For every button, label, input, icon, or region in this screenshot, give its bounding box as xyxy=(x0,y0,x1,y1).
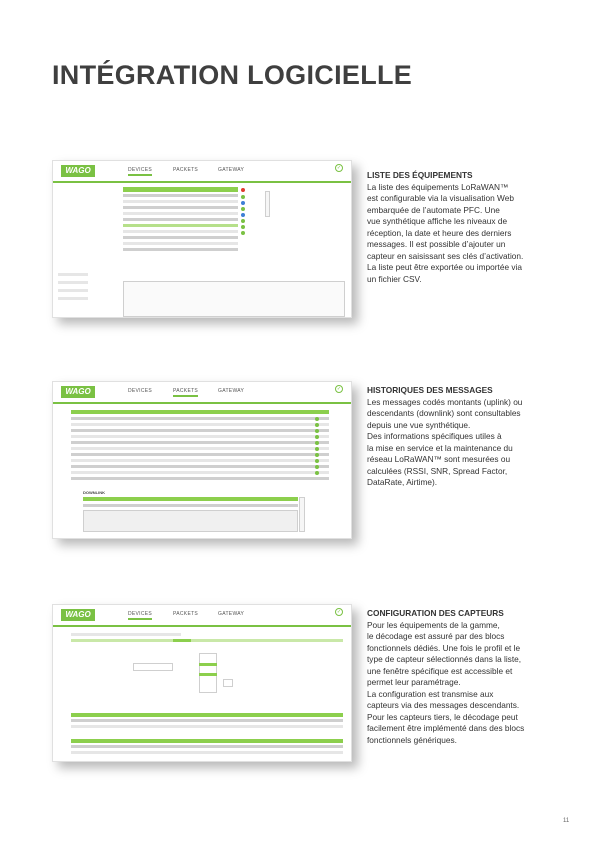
section-heading: LISTE DES ÉQUIPEMENTS xyxy=(367,170,473,180)
body-line: calculées (RSSI, SNR, Spread Factor, xyxy=(367,465,508,476)
wago-logo: WAGO xyxy=(61,609,95,621)
body-line: La liste peut être exportée ou importée via xyxy=(367,262,522,272)
status-icon: ✓ xyxy=(336,609,342,615)
text-device-list xyxy=(367,170,557,285)
body-line: un fichier CSV. xyxy=(367,273,422,284)
body-line: type de capteur sélectionnés dans la liste, xyxy=(367,654,522,664)
body-line: capteur en saisissant ses clés d’activation. xyxy=(367,250,524,261)
tab-gateway[interactable]: GATEWAY xyxy=(218,388,245,394)
text-sensor-config xyxy=(367,608,557,746)
body-line: est configurable via la visualisation Web xyxy=(367,193,514,203)
tab-devices[interactable]: DEVICES xyxy=(128,388,153,394)
body-line: capteurs via des messages descendants. xyxy=(367,700,520,710)
tab-gateway[interactable]: GATEWAY xyxy=(218,611,245,617)
section-heading: HISTORIQUES DES MESSAGES xyxy=(367,385,493,395)
body-line: vue synthétique affiche les niveaux de xyxy=(367,216,508,226)
screenshot-header xyxy=(53,382,351,404)
page-number: 11 xyxy=(563,818,570,824)
tab-packets[interactable]: PACKETS xyxy=(173,611,199,617)
page-title: INTÉGRATION LOGICIELLE xyxy=(52,60,413,90)
tab-devices[interactable]: DEVICES xyxy=(128,611,152,620)
body-line: le décodage est assuré par des blocs xyxy=(367,631,505,641)
tab-packets[interactable]: PACKETS xyxy=(173,388,198,397)
body-line: une fenêtre spécifique est accessible et xyxy=(367,665,513,676)
body-line: fonctionnels génériques. xyxy=(367,734,457,745)
body-line: La liste des équipements LoRaWAN™ xyxy=(367,181,509,192)
screenshot-device-list xyxy=(52,160,352,318)
tab-gateway[interactable]: GATEWAY xyxy=(218,167,245,173)
body-line: La configuration est transmise aux xyxy=(367,688,494,699)
screenshot-sensor-config xyxy=(52,604,352,762)
tab-devices[interactable]: DEVICES xyxy=(128,167,152,176)
screenshot-header xyxy=(53,161,351,183)
screenshot-header xyxy=(53,605,351,627)
body-line: embarquée de l’automate PFC. Une xyxy=(367,204,500,215)
body-line: réception, la date et heure des derniers xyxy=(367,227,512,238)
body-line: Pour les capteurs tiers, le décodage peut xyxy=(367,711,518,722)
body-line: Des informations spécifiques utiles à xyxy=(367,431,502,441)
status-icon: ✓ xyxy=(336,165,342,171)
log-panel xyxy=(123,281,345,317)
text-message-history xyxy=(367,385,557,489)
body-line: réseau LoRaWAN™ sont mesurées ou xyxy=(367,454,511,464)
body-line: Pour les équipements de la gamme, xyxy=(367,619,500,630)
body-line: la mise en service et la maintenance du xyxy=(367,442,513,453)
wago-logo: WAGO xyxy=(61,386,95,398)
screenshot-message-history xyxy=(52,381,352,539)
body-line: Les messages codés montants (uplink) ou xyxy=(367,396,523,407)
tab-packets[interactable]: PACKETS xyxy=(173,167,199,173)
body-line: descendants (downlink) sont consultables xyxy=(367,408,521,418)
wago-logo: WAGO xyxy=(61,165,95,177)
section-heading: CONFIGURATION DES CAPTEURS xyxy=(367,608,504,618)
body-line: depuis une vue synthétique. xyxy=(367,419,471,430)
status-icon: ✓ xyxy=(336,386,342,392)
body-line: permet leur paramétrage. xyxy=(367,677,461,687)
body-line: DataRate, Airtime). xyxy=(367,477,438,487)
body-line: facilement être implémenté dans des blocs xyxy=(367,723,525,733)
body-line: fonctionnels dédiés. Une fois le profil et le xyxy=(367,642,521,653)
downlink-label: DOWNLINK xyxy=(83,490,105,495)
body-line: messages. Il est possible d’ajouter un xyxy=(367,239,506,249)
